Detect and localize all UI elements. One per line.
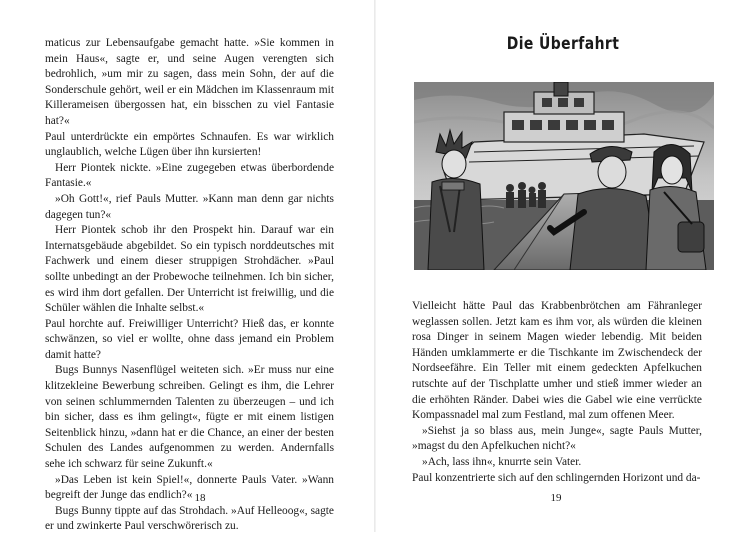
paragraph: Paul horchte auf. Freiwilliger Unterricht? Hieß das, er konnte schwänzen, so viel er wollte, ohne dass jemand ein Problem damit hatte? xyxy=(45,317,334,361)
left-page-text xyxy=(45,36,334,535)
paragraph: Herr Piontek schob ihr den Prospekt hin. Darauf war ein Internatsgebäude abgebildet. So ein typisch norddeutsches mit Fachwerk und einem dieser struppigen Strohdächer. »Paul sollte unbedingt an der Probewoche teilnehmen. Ich bin sicher, es wird ihm dort gefallen. Der Unterricht ist freiwillig, und die Schüler wählen die Inhalte selbst.« xyxy=(45,224,334,315)
paragraph: maticus zur Lebensaufgabe gemacht hatte. »Sie kommen in mein Haus«, sagte er, und seine Augen verengten sich bedrohlich, »um mir zu sagen, dass mein Sohn, der auf die Sonderschule gehört, weil er ein Mädchen im Klassenraum mit Killerameisen übergossen hat, ein bisschen zu viel Fantasie hat?« xyxy=(45,37,334,127)
paragraph: »Siehst ja so blass aus, mein Junge«, sagte Pauls Mutter, »magst du den Apfelkuchen nicht?« xyxy=(412,424,702,453)
right-page-text xyxy=(412,299,702,486)
paragraph: Vielleicht hätte Paul das Krabbenbrötchen am Fähranleger weglassen sollen. Jetzt kam es ihm vor, als würden die kleinen rosa Dinger in seinem Magen wieder lebendig. Mit beiden Händen umklammerte er die Tischkante im Zwischendeck der Nordseefähre. Ein Teller mit einem gedeckten Apfelkuchen rutschte auf der Tischplatte umher und stieß immer wieder an die erhöhten Ränder. Dabei wies die Gabel wie eine verrückte Kompassnadel mal zum Festland, mal zum offenen Meer. xyxy=(412,300,702,422)
paragraph: »Das Leben ist kein Spiel!«, donnerte Pauls Vater. »Wann begreift der Junge das endlich?« xyxy=(45,473,334,502)
page-number: 18 xyxy=(194,492,206,504)
paragraph: Herr Piontek nickte. »Eine zugegeben etwas überbordende Fantasie.« xyxy=(45,161,334,190)
paragraph: »Ach, lass ihn«, knurrte sein Vater. xyxy=(422,455,582,468)
chapter-title: Die Überfahrt xyxy=(506,34,620,54)
page-number: 19 xyxy=(550,492,562,504)
paragraph: Bugs Bunnys Nasenflügel weiteten sich. »Er muss nur eine klitzekleine Bewerbung schreiben. Gelingt es ihm, die Lehrer von seinen schlummernden Talenten zu überzeugen – und ich bin sicher, dass es ihm gelingt«, fügte er mit einem listigen Seitenblick hinzu, »dann hat er die Chance, an einer der besten Schulen des Landes aufgenommen zu werden. Andernfalls sehe ich schwarz für seine Zukunft.« xyxy=(45,364,334,471)
paragraph: Paul unterdrückte ein empörtes Schnaufen. Es war wirklich unglaublich, welche Lügen über ihn kursierten! xyxy=(45,130,334,159)
ferry-illustration xyxy=(414,82,714,270)
right-page xyxy=(376,0,750,532)
paragraph: Paul konzentrierte sich auf den schlingernden Horizont und da- xyxy=(412,471,701,484)
left-page xyxy=(0,0,374,532)
paragraph: Bugs Bunny tippte auf das Strohdach. »Auf Helleoog«, sagte er und zwinkerte Paul verschwörerisch zu. xyxy=(45,504,334,533)
paragraph: »Oh Gott!«, rief Pauls Mutter. »Kann man denn gar nichts dagegen tun?« xyxy=(45,192,334,221)
